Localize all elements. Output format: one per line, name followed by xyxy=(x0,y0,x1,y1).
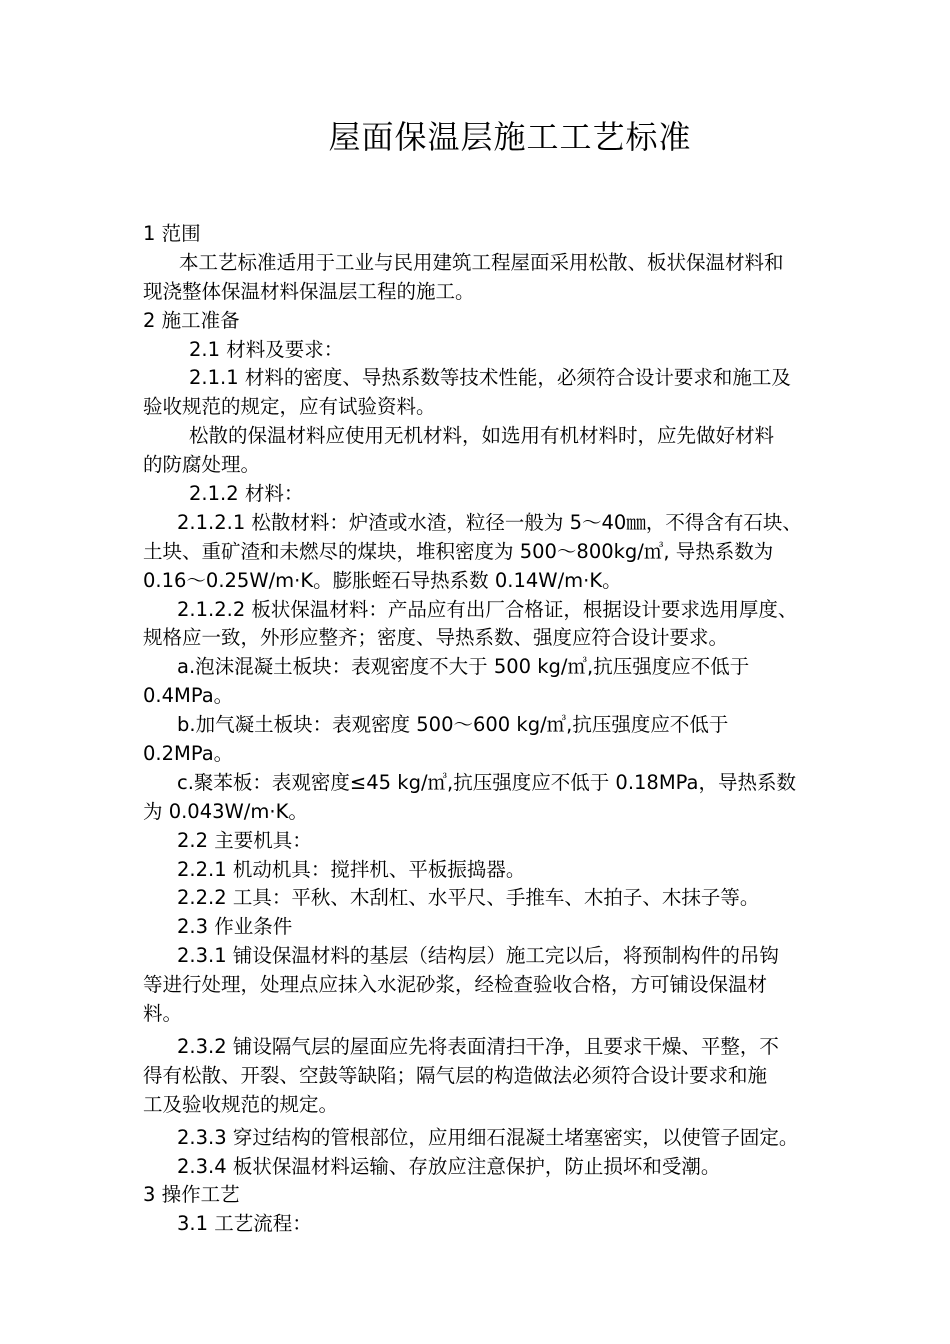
paragraph-line: 验收规范的规定，应有试验资料。 xyxy=(143,395,436,419)
document-body xyxy=(143,220,873,1239)
paragraph-line: 2.3.2 铺设隔气层的屋面应先将表面清扫干净，且要求干燥、平整，不 xyxy=(177,1034,779,1058)
paragraph-line: 的防腐处理。 xyxy=(143,453,261,477)
subsection-heading: 2.3 作业条件 xyxy=(177,915,293,939)
paragraph-line: 2.3.4 板状保温材料运输、存放应注意保护，防止损坏和受潮。 xyxy=(177,1154,721,1178)
paragraph-line: 2.1.1 材料的密度、导热系数等技术性能，必须符合设计要求和施工及 xyxy=(189,366,791,390)
section-heading: 1 范围 xyxy=(143,222,201,245)
subsection-heading: 3.1 工艺流程： xyxy=(177,1212,312,1236)
subsection-heading: 2.2 主要机具： xyxy=(177,828,312,852)
paragraph-line: 0.16～0.25W/m·K。膨胀蛭石导热系数 0.14W/m·K。 xyxy=(143,568,622,592)
section-heading: 3 操作工艺 xyxy=(143,1183,240,1207)
paragraph-line: a.泡沫混凝土板块：表观密度不大于 500 kg/㎥,抗压强度应不低于 xyxy=(177,655,750,679)
paragraph-line: c.聚苯板：表观密度≤45 kg/㎥,抗压强度应不低于 0.18MPa，导热系数 xyxy=(177,770,796,794)
paragraph-line: 等进行处理，处理点应抹入水泥砂浆，经检查验收合格，方可铺设保温材 xyxy=(143,973,768,997)
paragraph-line: b.加气凝土板块：表观密度 500～600 kg/㎥,抗压强度应不低于 xyxy=(177,713,729,737)
paragraph-line: 0.2MPa。 xyxy=(143,742,234,766)
document-title: 屋面保温层施工工艺标准 xyxy=(328,118,692,156)
paragraph-line: 2.1.2.2 板状保温材料：产品应有出厂合格证，根据设计要求选用厚度、 xyxy=(177,597,798,621)
paragraph-line: 松散的保温材料应使用无机材料，如选用有机材料时，应先做好材料 xyxy=(189,424,775,448)
paragraph-line: 土块、重矿渣和未燃尽的煤块，堆积密度为 500～800kg/㎥, 导热系数为 xyxy=(143,539,774,563)
subsection-heading: 2.1 材料及要求： xyxy=(189,337,344,361)
paragraph-line: 工及验收规范的规定。 xyxy=(143,1092,339,1116)
paragraph-line: 2.3.1 铺设保温材料的基层（结构层）施工完以后，将预制构件的吊钩 xyxy=(177,944,779,968)
paragraph-line: 2.3.3 穿过结构的管根部位，应用细石混凝土堵塞密实，以使管子固定。 xyxy=(177,1125,799,1149)
paragraph-line: 为 0.043W/m·K。 xyxy=(143,799,308,823)
paragraph-line: 本工艺标准适用于工业与民用建筑工程屋面采用松散、板状保温材料和 xyxy=(179,250,784,274)
paragraph-line: 0.4MPa。 xyxy=(143,684,234,708)
paragraph-line: 2.2.1 机动机具：搅拌机、平板振捣器。 xyxy=(177,857,526,881)
paragraph-line: 2.1.2.1 松散材料：炉渣或水渣，粒径一般为 5～40㎜，不得含有石块、 xyxy=(177,510,802,534)
section-heading: 2 施工准备 xyxy=(143,308,240,332)
subsection-heading: 2.1.2 材料： xyxy=(189,482,304,506)
paragraph-line: 规格应一致，外形应整齐；密度、导热系数、强度应符合设计要求。 xyxy=(143,626,729,650)
paragraph-line: 现浇整体保温材料保温层工程的施工。 xyxy=(143,279,475,303)
paragraph-line: 料。 xyxy=(143,1002,183,1026)
paragraph-line: 2.2.2 工具：平秋、木刮杠、水平尺、手推车、木拍子、木抹子等。 xyxy=(177,886,760,910)
paragraph-line: 得有松散、开裂、空鼓等缺陷；隔气层的构造做法必须符合设计要求和施 xyxy=(143,1063,768,1087)
